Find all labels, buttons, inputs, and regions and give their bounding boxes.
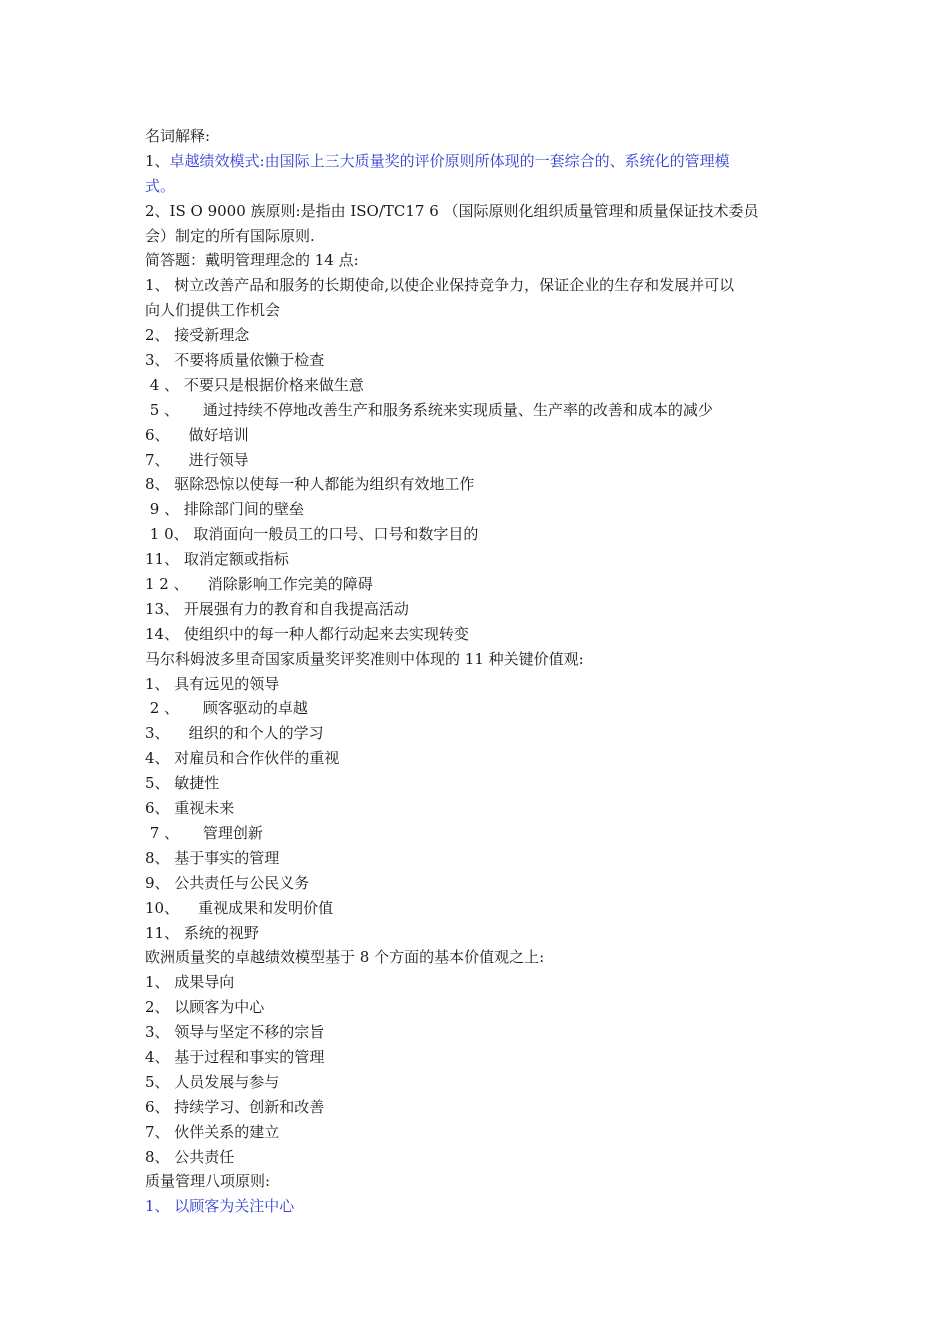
list-item: 10、 重视成果和发明价值	[145, 898, 334, 917]
list-item: 7 、 管理创新	[145, 823, 263, 842]
list-item: 8、 驱除恐惊以使每一种人都能为组织有效地工作	[145, 475, 475, 494]
section-heading-deming: 简答题：戴明管理理念的 14 点:	[145, 251, 359, 270]
list-item: 9 、 排除部门间的壁垒	[145, 500, 304, 519]
list-item: 向人们提供工作机会	[145, 301, 281, 320]
term-definition-2: 2、IS O 9000 族原则:是指由 ISO/TC17 6 （国际原则化组织质量管理和质量保证技术委员	[145, 201, 759, 220]
list-item: 2、 以顾客为中心	[145, 998, 265, 1017]
list-item: 3、 不要将质量依懒于检查	[145, 351, 325, 370]
document-page	[145, 124, 815, 1219]
list-item: 3、 领导与坚定不移的宗旨	[145, 1023, 325, 1042]
list-item: 6、 做好培训	[145, 425, 249, 444]
section-heading-baldrige: 马尔科姆波多里奇国家质量奖评奖准则中体现的 11 种关键价值观:	[145, 649, 584, 668]
list-item: 7、 进行领导	[145, 450, 249, 469]
list-item: 4、 基于过程和事实的管理	[145, 1047, 325, 1066]
list-item: 4、 对雇员和合作伙伴的重视	[145, 749, 340, 768]
list-item: 2 、 顾客驱动的卓越	[145, 699, 308, 718]
term-definition-2-cont: 会）制定的所有国际原则.	[145, 226, 315, 245]
list-item: 1、 成果导向	[145, 973, 235, 992]
list-item: 8、 公共责任	[145, 1147, 235, 1166]
list-item: 3、 组织的和个人的学习	[145, 724, 324, 743]
list-item: 1 2 、 消除影响工作完美的障碍	[145, 575, 373, 594]
list-item: 1、 以顾客为关注中心	[145, 1197, 295, 1216]
section-heading-qm8: 质量管理八项原则:	[145, 1172, 271, 1191]
list-item: 5 、 通过持续不停地改善生产和服务系统来实现质量、生产率的改善和成本的减少	[145, 400, 713, 419]
list-item: 5、 敏捷性	[145, 774, 220, 793]
section-heading-efqm: 欧洲质量奖的卓越绩效模型基于 8 个方面的基本价值观之上:	[145, 948, 545, 967]
term-definition-1-text: 卓越绩效模式:由国际上三大质量奖的评价原则所体现的一套综合的、系统化的管理模	[169, 151, 730, 170]
list-item: 5、 人员发展与参与	[145, 1072, 280, 1091]
list-item: 4 、 不要只是根据价格来做生意	[145, 375, 364, 394]
list-item: 1 0、 取消面向一般员工的口号、口号和数字目的	[145, 525, 479, 544]
list-item: 11、 取消定额或指标	[145, 550, 289, 569]
list-item: 14、 使组织中的每一种人都行动起来去实现转变	[145, 624, 469, 643]
list-item: 2、 接受新理念	[145, 326, 250, 345]
list-item: 9、 公共责任与公民义务	[145, 873, 310, 892]
list-item: 1、 具有远见的领导	[145, 674, 280, 693]
list-item: 13、 开展强有力的教育和自我提高活动	[145, 599, 409, 618]
list-item: 7、 伙伴关系的建立	[145, 1122, 280, 1141]
term-definition-1: 1、卓越绩效模式:由国际上三大质量奖的评价原则所体现的一套综合的、系统化的管理模	[145, 151, 730, 170]
list-item: 8、 基于事实的管理	[145, 848, 280, 867]
list-item: 6、 重视未来	[145, 799, 235, 818]
list-item: 11、 系统的视野	[145, 923, 259, 942]
term-definition-1-cont: 式。	[145, 176, 176, 195]
list-item: 6、 持续学习、创新和改善	[145, 1097, 325, 1116]
list-item: 1、 树立改善产品和服务的长期使命,以使企业保持竞争力，保证企业的生存和发展并可以	[145, 276, 735, 295]
section-heading-terms: 名词解释:	[145, 127, 211, 145]
